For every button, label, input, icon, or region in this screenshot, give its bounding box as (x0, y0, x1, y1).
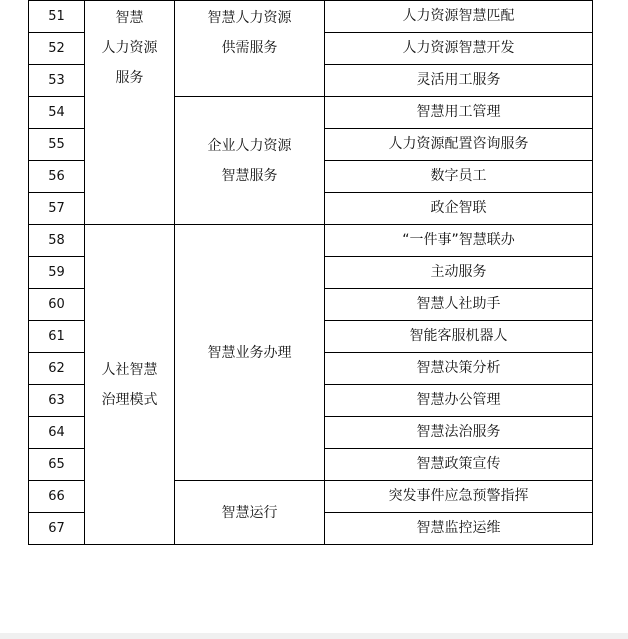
row-number: 51 (29, 1, 85, 33)
service-name: 主动服务 (325, 257, 593, 289)
row-number: 66 (29, 481, 85, 513)
service-name: 人力资源智慧匹配 (325, 1, 593, 33)
subcategory-line: 供需服务 (221, 40, 278, 56)
row-number: 63 (29, 385, 85, 417)
row-number: 64 (29, 417, 85, 449)
service-name: 智能客服机器人 (325, 321, 593, 353)
category-line: 服务 (115, 70, 144, 86)
category-line: 人力资源 (101, 40, 158, 56)
service-name: 智慧用工管理 (325, 97, 593, 129)
category-cell (85, 225, 175, 545)
category-line: 智慧 (115, 10, 144, 26)
service-name: 智慧办公管理 (325, 385, 593, 417)
row-number: 60 (29, 289, 85, 321)
service-name: “一件事”智慧联办 (325, 225, 593, 257)
table-row (29, 225, 593, 257)
row-number: 54 (29, 97, 85, 129)
row-number: 58 (29, 225, 85, 257)
service-catalog-table (28, 0, 593, 545)
service-name: 突发事件应急预警指挥 (325, 481, 593, 513)
row-number: 67 (29, 513, 85, 545)
service-name: 数字员工 (325, 161, 593, 193)
row-number: 65 (29, 449, 85, 481)
service-name: 智慧人社助手 (325, 289, 593, 321)
service-name: 人力资源配置咨询服务 (325, 129, 593, 161)
service-name: 智慧法治服务 (325, 417, 593, 449)
row-number: 59 (29, 257, 85, 289)
row-number: 56 (29, 161, 85, 193)
service-table-container (28, 0, 592, 545)
row-number: 57 (29, 193, 85, 225)
subcategory-line: 企业人力资源 (207, 137, 292, 154)
service-name: 智慧政策宣传 (325, 449, 593, 481)
subcategory-line: 智慧业务办理 (207, 344, 292, 361)
subcategory-line: 智慧服务 (221, 167, 278, 184)
row-number: 62 (29, 353, 85, 385)
subcategory-cell (175, 481, 325, 545)
row-number: 61 (29, 321, 85, 353)
page-bottom-strip (0, 633, 628, 639)
row-number: 52 (29, 33, 85, 65)
category-cell (85, 1, 175, 225)
subcategory-cell (175, 225, 325, 481)
subcategory-line: 智慧人力资源 (207, 10, 292, 26)
service-name: 智慧决策分析 (325, 353, 593, 385)
service-name: 人力资源智慧开发 (325, 33, 593, 65)
subcategory-cell (175, 1, 325, 97)
service-name: 灵活用工服务 (325, 65, 593, 97)
table-row (29, 1, 593, 33)
service-name: 政企智联 (325, 193, 593, 225)
category-line: 治理模式 (101, 391, 158, 408)
row-number: 53 (29, 65, 85, 97)
service-name: 智慧监控运维 (325, 513, 593, 545)
row-number: 55 (29, 129, 85, 161)
subcategory-line: 智慧运行 (221, 504, 278, 521)
category-line: 人社智慧 (101, 361, 158, 378)
subcategory-cell (175, 97, 325, 225)
